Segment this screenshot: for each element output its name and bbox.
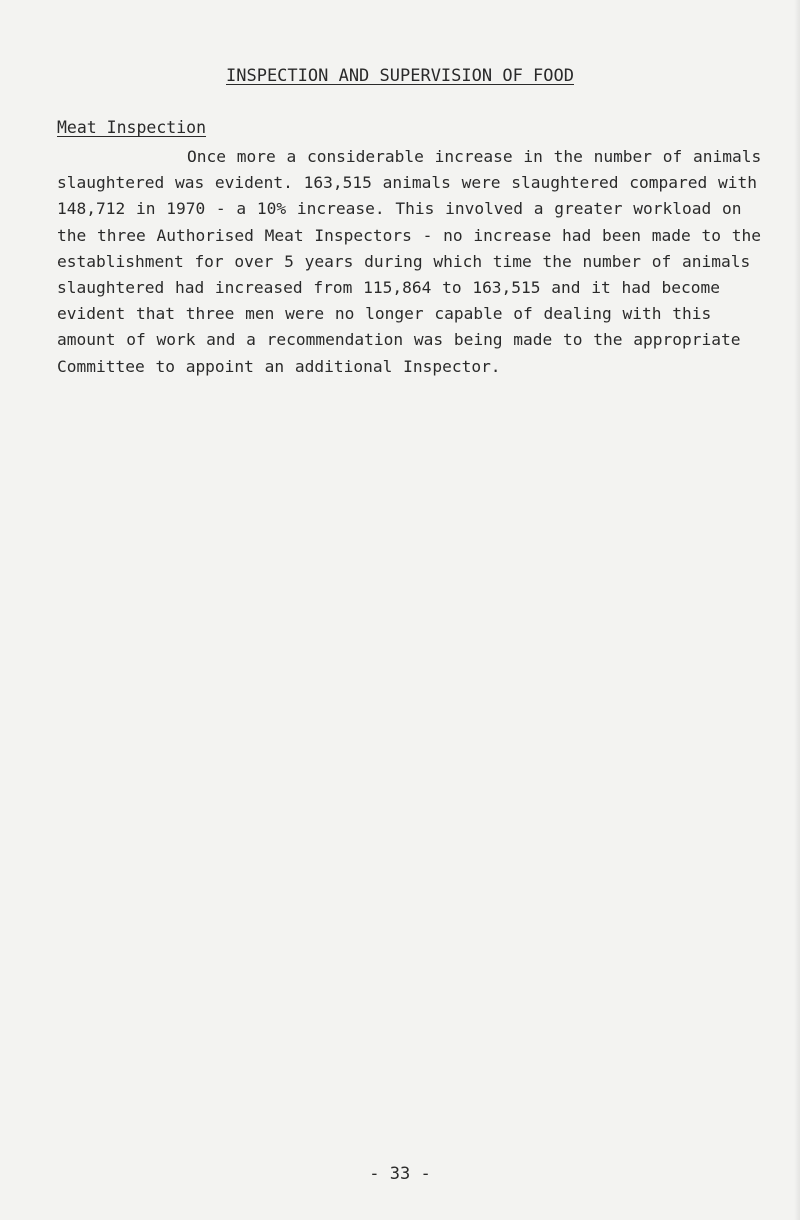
page-heading: INSPECTION AND SUPERVISION OF FOOD xyxy=(226,66,574,86)
body-paragraph: Once more a considerable increase in the number of animals slaughtered was evident. 163,515 animals were slaughtered compared with 148,712 in 1970 - a 10% increase. This involved a greater workload on the three Authorised Meat Inspectors - no increase had been made to the establishment for over 5 years during which time the number of animals slaughtered had increased from 115,864 to 163,515 and it had become evident that three men were no longer capable of dealing with this amount of work and a recommendation was being made to the appropriate Committee to appoint an additional Inspector. xyxy=(57,147,762,376)
page-number: - 33 - xyxy=(369,1164,431,1184)
page-edge-shadow xyxy=(794,0,800,1220)
section-title: Meat Inspection xyxy=(57,118,207,137)
